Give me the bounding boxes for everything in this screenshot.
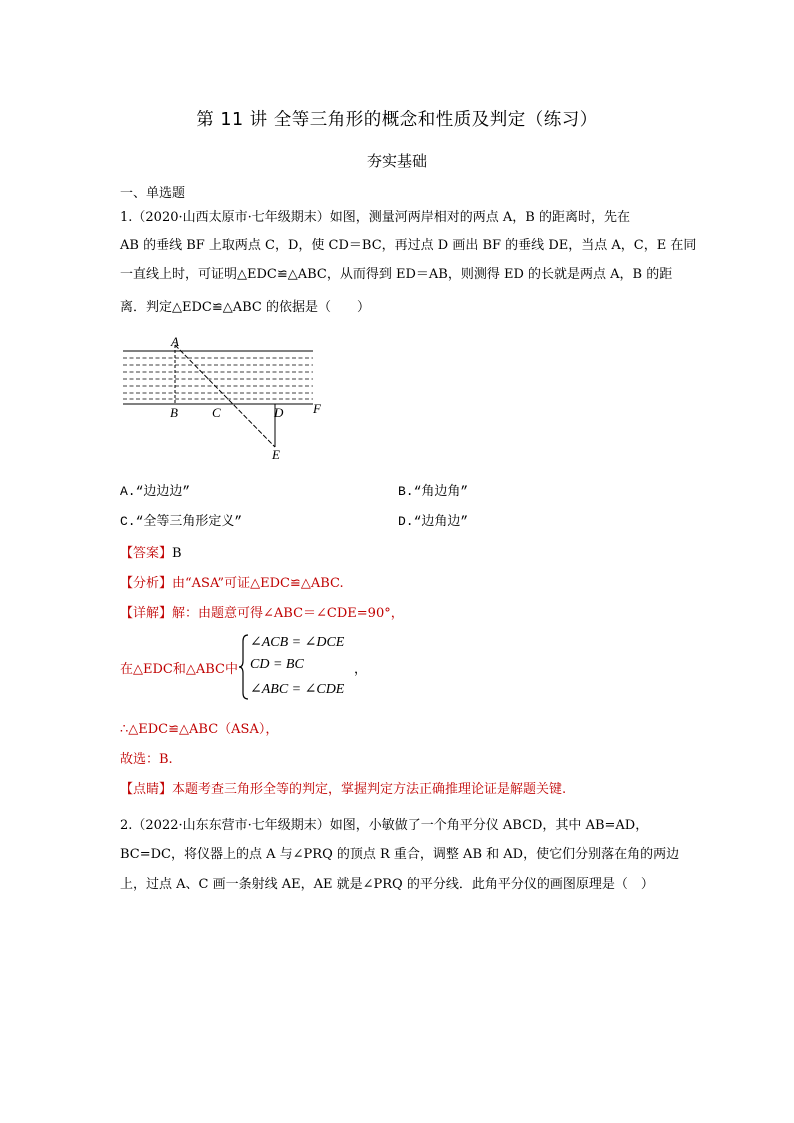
q1-line-1: 1.（2020·山西太原市·七年级期末）如图，测量河两岸相对的两点 A，B 的距离时，先在 <box>120 210 630 225</box>
label-e: E <box>272 447 280 462</box>
system-row-2: CD = BC <box>250 657 304 672</box>
q1-line-3: 一直线上时，可证明△EDC≌△ABC，从而得到 ED＝AB，则测得 ED 的长就是两点 A，B 的距 <box>120 267 673 282</box>
label-b: B <box>170 405 178 420</box>
q1-line-2: AB 的垂线 BF 上取两点 C，D，使 CD＝BC，再过点 D 画出 BF 的垂线 DE，当点 A，C，E 在同 <box>120 238 697 253</box>
page-subtitle: 夯实基础 <box>366 152 427 170</box>
label-d: D <box>274 405 284 420</box>
detail-row <box>120 602 404 621</box>
analysis-text: 由“ASA”可证△EDC≌△ABC. <box>172 576 344 591</box>
q2-line-2: BC=DC，将仪器上的点 A 与∠PRQ 的顶点 R 重合，调整 AB 和 AD，使它们分别落在角的两边 <box>120 847 680 862</box>
comment-row <box>120 778 566 797</box>
conclusion-line: ∴△EDC≌△ABC（ASA）， <box>120 722 279 737</box>
section-heading: 一、单选题 <box>120 186 186 201</box>
system-prefix: 在△EDC和△ABC中 <box>120 662 238 677</box>
answer-tag: 【答案】 <box>120 546 173 561</box>
system-row-1: ∠ACB = ∠DCE <box>250 635 345 650</box>
page-title: 第 11 讲 全等三角形的概念和性质及判定（练习） <box>196 110 598 130</box>
q1-option-a[interactable]: A.“边边边” <box>120 484 191 499</box>
analysis-tag: 【分析】 <box>120 576 173 591</box>
choose-line: 故选：B. <box>120 752 173 767</box>
q2-line-1: 2.（2022·山东东营市·七年级期末）如图，小敏做了一个角平分仪 ABCD，其中 AB=AD， <box>120 818 649 833</box>
comment-tag: 【点睛】 <box>120 782 173 797</box>
river-water-lines <box>123 358 313 399</box>
label-a: A <box>171 334 179 349</box>
comment-text: 本题考查三角形全等的判定，掌握判定方法正确推理论证是解题关键. <box>172 782 567 797</box>
left-brace-icon <box>238 633 250 701</box>
system-suffix: ， <box>354 662 368 677</box>
label-f: F <box>313 401 321 416</box>
q2-line-3: 上，过点 A、C 画一条射线 AE，AE 就是∠PRQ 的平分线．此角平分仪的画图原理是（ ） <box>120 877 654 892</box>
segment-ace <box>175 345 275 447</box>
q1-option-d[interactable]: D.“边角边” <box>398 514 469 529</box>
label-c: C <box>212 405 221 420</box>
system-row-3: ∠ABC = ∠CDE <box>250 682 345 697</box>
q1-line-4: 离．判定△EDC≌△ABC 的依据是（ ） <box>120 300 371 315</box>
detail-tag: 【详解】 <box>120 606 173 621</box>
answer-value: B <box>172 546 182 561</box>
analysis-row <box>120 572 344 591</box>
answer-row <box>120 542 182 561</box>
q1-option-b[interactable]: B.“角边角” <box>398 484 469 499</box>
detail-text: 解：由题意可得∠ABC＝∠CDE=90°， <box>172 606 404 621</box>
q1-option-c[interactable]: C.“全等三角形定义” <box>120 514 243 529</box>
river-figure <box>118 333 333 465</box>
